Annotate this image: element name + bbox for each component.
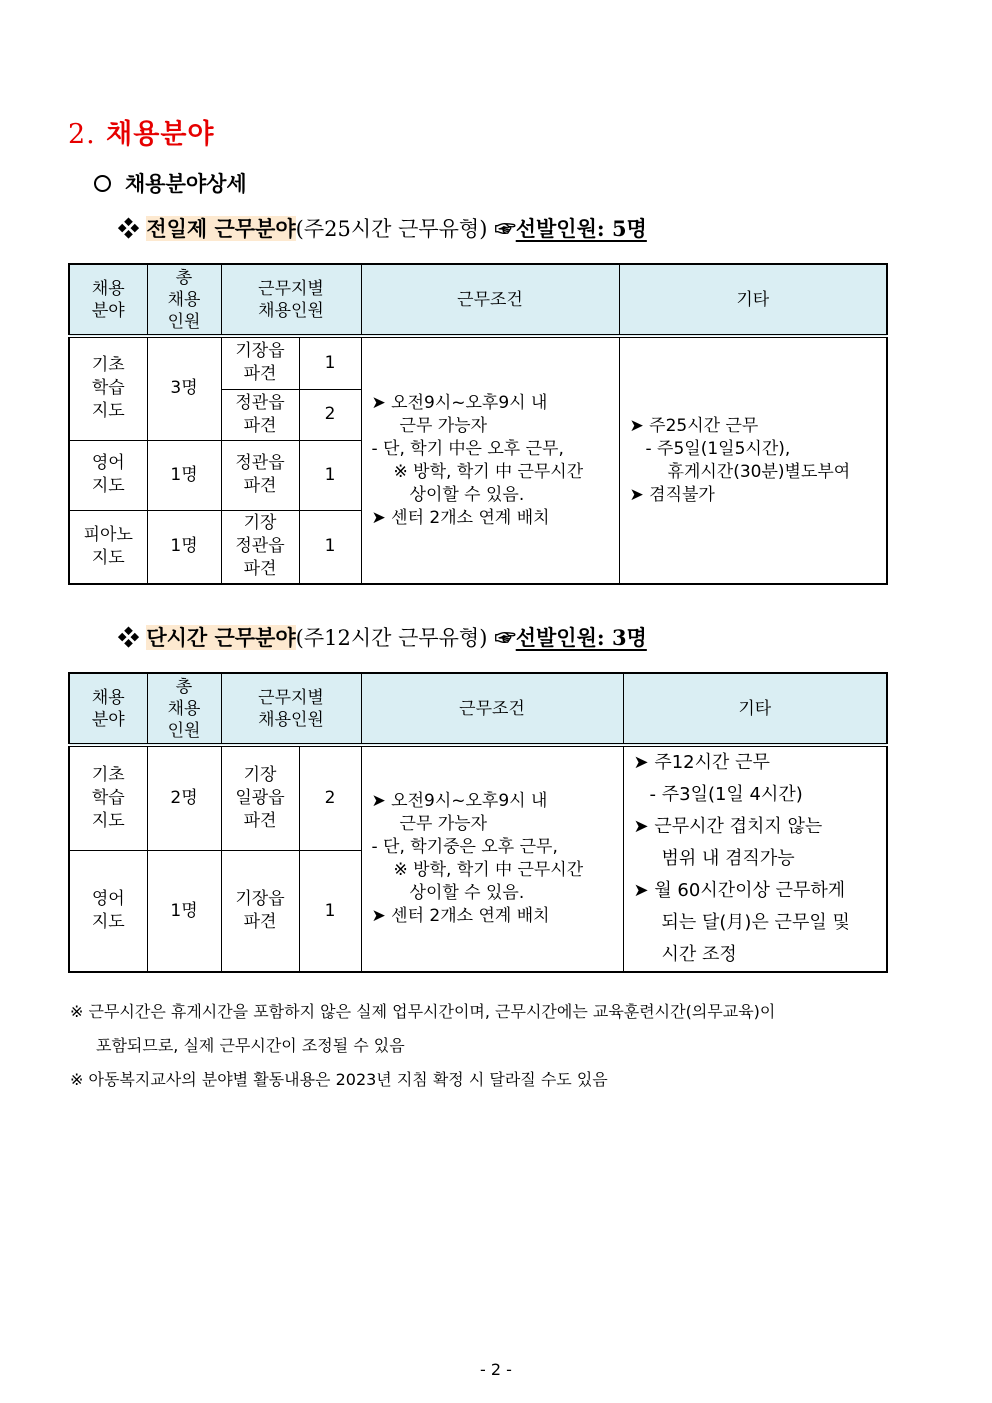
- section-number: 2.: [68, 119, 96, 150]
- table-row: [69, 336, 887, 389]
- note-line-2: ※ 아동복지교사의 분야별 활동내용은 2023년 지침 확정 시 달라질 수도 있음: [70, 1070, 608, 1089]
- table-header-row: [69, 264, 887, 336]
- total-cell: 2명: [147, 745, 221, 851]
- parttime-heading: [118, 624, 647, 652]
- branch-cell: 정관읍 파견: [221, 440, 299, 510]
- header-total: 총 채용 인원: [147, 264, 221, 336]
- count-cell: 1: [299, 851, 361, 972]
- field-cell: 영어 지도: [69, 851, 147, 972]
- total-cell: 1명: [147, 440, 221, 510]
- field-cell: 기초 학습 지도: [69, 745, 147, 851]
- table-row: [69, 745, 887, 851]
- header-field: 채용 분야: [69, 673, 147, 745]
- subsection-title: 채용분야상세: [125, 171, 247, 196]
- section-title: 채용분야: [106, 119, 215, 150]
- pointing-hand-icon: ☞: [494, 625, 516, 650]
- note-line-1-cont: 포함되므로, 실제 근무시간이 조정될 수 있음: [96, 1036, 405, 1055]
- header-conditions: 근무조건: [361, 264, 619, 336]
- total-cell: 1명: [147, 510, 221, 584]
- branch-cell: 기장 정관읍 파견: [221, 510, 299, 584]
- note-line-1: ※ 근무시간은 휴게시간을 포함하지 않은 실제 업무시간이며, 근무시간에는 교육훈련시간(의무교육)이: [70, 1002, 776, 1021]
- parttime-name: 단시간 근무분야: [146, 625, 296, 650]
- branch-cell: 기장읍 파견: [221, 336, 299, 389]
- total-cell: 3명: [147, 336, 221, 440]
- fulltime-name: 전일제 근무분야: [146, 216, 296, 241]
- count-cell: 2: [299, 389, 361, 440]
- branch-cell: 기장읍 파견: [221, 851, 299, 972]
- diamond-bullet-icon: ❖: [118, 625, 139, 650]
- etc-cell: ➤ 주25시간 근무 - 주5일(1일5시간), 휴게시간(30분)별도부여 ➤ 겸직불가: [619, 336, 887, 584]
- header-field: 채용 분야: [69, 264, 147, 336]
- header-etc: 기타: [623, 673, 887, 745]
- field-cell: 영어 지도: [69, 440, 147, 510]
- subsection-heading: [94, 168, 247, 198]
- header-branch: 근무지별 채용인원: [221, 264, 361, 336]
- pointing-hand-icon: ☞: [494, 216, 516, 241]
- field-cell: 기초 학습 지도: [69, 336, 147, 440]
- parttime-selected: 선발인원: 3명: [515, 625, 647, 650]
- count-cell: 1: [299, 440, 361, 510]
- table-header-row: [69, 673, 887, 745]
- fulltime-selected: 선발인원: 5명: [515, 216, 647, 241]
- total-cell: 1명: [147, 851, 221, 972]
- header-conditions: 근무조건: [361, 673, 623, 745]
- header-total: 총 채용 인원: [147, 673, 221, 745]
- section-heading: [68, 112, 215, 151]
- page-number: - 2 -: [480, 1360, 512, 1379]
- diamond-bullet-icon: ❖: [118, 216, 139, 241]
- count-cell: 1: [299, 336, 361, 389]
- fulltime-heading: [118, 215, 647, 243]
- fulltime-table: [68, 263, 888, 585]
- fulltime-type: (주25시간 근무유형): [295, 217, 488, 241]
- notes: [70, 995, 775, 1097]
- conditions-cell: ➤ 오전9시~오후9시 내 근무 가능자 - 단, 학기 中은 오후 근무, ※ 방학, 학기 中 근무시간 상이할 수 있음. ➤ 센터 2개소 연계 배치: [361, 336, 619, 584]
- circle-bullet-icon: [94, 175, 111, 192]
- header-branch: 근무지별 채용인원: [221, 673, 361, 745]
- count-cell: 1: [299, 510, 361, 584]
- branch-cell: 기장 일광읍 파견: [221, 745, 299, 851]
- parttime-table: [68, 672, 888, 973]
- field-cell: 피아노 지도: [69, 510, 147, 584]
- etc-cell: ➤ 주12시간 근무 - 주3일(1일 4시간) ➤ 근무시간 겹치지 않는 범위 내 겸직가능 ➤ 월 60시간이상 근무하게 되는 달(月)은 근무일 및 시간 조정: [623, 745, 887, 972]
- branch-cell: 정관읍 파견: [221, 389, 299, 440]
- header-etc: 기타: [619, 264, 887, 336]
- parttime-type: (주12시간 근무유형): [295, 626, 488, 650]
- conditions-cell: ➤ 오전9시~오후9시 내 근무 가능자 - 단, 학기중은 오후 근무, ※ 방학, 학기 中 근무시간 상이할 수 있음. ➤ 센터 2개소 연계 배치: [361, 745, 623, 972]
- count-cell: 2: [299, 745, 361, 851]
